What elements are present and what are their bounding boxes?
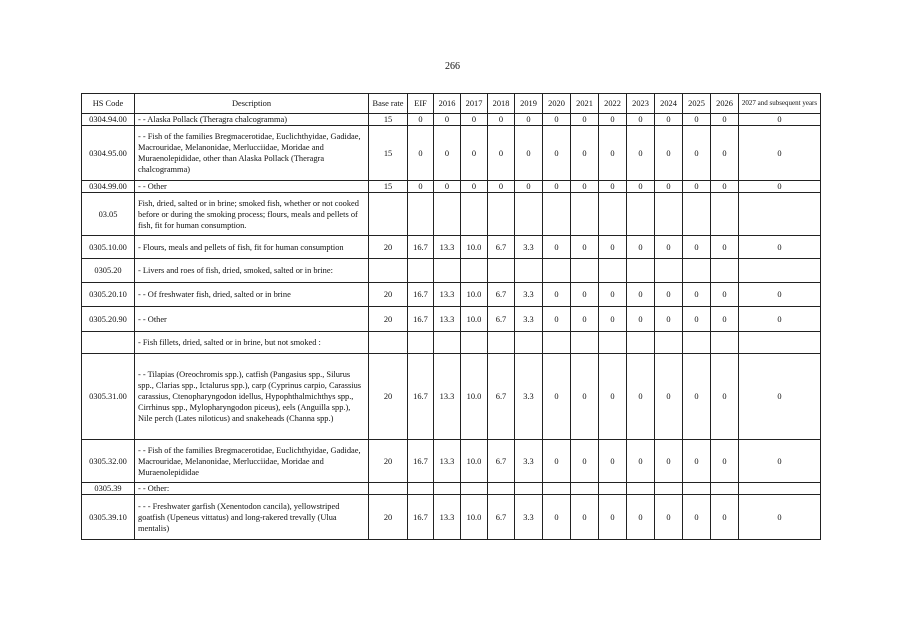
rate-cell bbox=[369, 259, 408, 283]
rate-cell: 20 bbox=[369, 307, 408, 332]
rate-cell: 6.7 bbox=[488, 440, 515, 483]
hs-code-cell: 0305.39.10 bbox=[82, 495, 135, 540]
rate-cell bbox=[515, 483, 543, 495]
rate-cell: 0 bbox=[599, 307, 627, 332]
description-cell: - - Fish of the families Bregmacerotidae, Euclichthyidae, Gadidae, Macrouridae, Melanonidae, Merlucciidae, Moridae and Muraenolepididae, other than Alaska Pollack (Theragra chalcogramma) bbox=[135, 126, 369, 181]
rate-cell bbox=[627, 193, 655, 236]
column-header: EIF bbox=[408, 94, 434, 114]
rate-cell: 0 bbox=[683, 354, 711, 440]
rate-cell: 0 bbox=[655, 126, 683, 181]
table-header-row bbox=[82, 94, 821, 114]
hs-code-cell: 0305.31.00 bbox=[82, 354, 135, 440]
rate-cell: 0 bbox=[543, 181, 571, 193]
table-row bbox=[82, 332, 821, 354]
rate-cell: 3.3 bbox=[515, 307, 543, 332]
rate-cell: 0 bbox=[434, 126, 461, 181]
table-row bbox=[82, 126, 821, 181]
rate-cell bbox=[739, 483, 821, 495]
rate-cell: 6.7 bbox=[488, 495, 515, 540]
rate-cell bbox=[711, 193, 739, 236]
rate-cell: 0 bbox=[711, 354, 739, 440]
rate-cell: 0 bbox=[739, 354, 821, 440]
rate-cell: 3.3 bbox=[515, 354, 543, 440]
column-header: 2018 bbox=[488, 94, 515, 114]
rate-cell bbox=[655, 483, 683, 495]
rate-cell: 10.0 bbox=[461, 495, 488, 540]
rate-cell: 0 bbox=[683, 181, 711, 193]
rate-cell: 0 bbox=[599, 236, 627, 259]
column-header: 2021 bbox=[571, 94, 599, 114]
table-row bbox=[82, 236, 821, 259]
rate-cell: 0 bbox=[627, 354, 655, 440]
rate-cell: 0 bbox=[543, 114, 571, 126]
rate-cell: 15 bbox=[369, 114, 408, 126]
rate-cell: 16.7 bbox=[408, 354, 434, 440]
rate-cell: 13.3 bbox=[434, 283, 461, 307]
rate-cell: 0 bbox=[711, 236, 739, 259]
rate-cell bbox=[739, 259, 821, 283]
hs-code-cell: 0305.32.00 bbox=[82, 440, 135, 483]
rate-cell: 0 bbox=[488, 181, 515, 193]
rate-cell: 3.3 bbox=[515, 236, 543, 259]
rate-cell: 16.7 bbox=[408, 440, 434, 483]
rate-cell: 3.3 bbox=[515, 495, 543, 540]
rate-cell: 0 bbox=[655, 114, 683, 126]
rate-cell: 10.0 bbox=[461, 307, 488, 332]
rate-cell: 15 bbox=[369, 126, 408, 181]
hs-code-cell: 0304.94.00 bbox=[82, 114, 135, 126]
description-cell: - - Alaska Pollack (Theragra chalcogramma) bbox=[135, 114, 369, 126]
rate-cell bbox=[515, 332, 543, 354]
rate-cell: 0 bbox=[408, 114, 434, 126]
rate-cell: 0 bbox=[711, 283, 739, 307]
table-row bbox=[82, 354, 821, 440]
rate-cell: 0 bbox=[571, 495, 599, 540]
description-cell: - - Other bbox=[135, 307, 369, 332]
rate-cell: 0 bbox=[543, 283, 571, 307]
rate-cell: 0 bbox=[571, 440, 599, 483]
rate-cell: 6.7 bbox=[488, 307, 515, 332]
rate-cell: 13.3 bbox=[434, 307, 461, 332]
rate-cell: 13.3 bbox=[434, 440, 461, 483]
rate-cell: 0 bbox=[655, 181, 683, 193]
rate-cell: 0 bbox=[683, 126, 711, 181]
rate-cell bbox=[543, 259, 571, 283]
rate-cell: 0 bbox=[408, 126, 434, 181]
table-body bbox=[82, 114, 821, 540]
rate-cell bbox=[627, 259, 655, 283]
table-row bbox=[82, 440, 821, 483]
rate-cell: 3.3 bbox=[515, 283, 543, 307]
rate-cell: 0 bbox=[515, 126, 543, 181]
rate-cell: 10.0 bbox=[461, 354, 488, 440]
rate-cell: 0 bbox=[739, 181, 821, 193]
rate-cell: 0 bbox=[655, 283, 683, 307]
table-row bbox=[82, 181, 821, 193]
rate-cell bbox=[683, 259, 711, 283]
column-header: 2016 bbox=[434, 94, 461, 114]
rate-cell bbox=[461, 483, 488, 495]
hs-code-cell: 0305.20.90 bbox=[82, 307, 135, 332]
rate-cell: 0 bbox=[599, 283, 627, 307]
rate-cell bbox=[655, 332, 683, 354]
rate-cell bbox=[571, 332, 599, 354]
rate-cell bbox=[711, 483, 739, 495]
rate-cell: 13.3 bbox=[434, 354, 461, 440]
rate-cell: 0 bbox=[599, 114, 627, 126]
rate-cell: 0 bbox=[571, 114, 599, 126]
rate-cell bbox=[515, 259, 543, 283]
rate-cell bbox=[571, 193, 599, 236]
rate-cell: 0 bbox=[627, 114, 655, 126]
rate-cell: 13.3 bbox=[434, 495, 461, 540]
table-row bbox=[82, 307, 821, 332]
tariff-schedule-table bbox=[81, 93, 821, 540]
rate-cell: 0 bbox=[711, 114, 739, 126]
rate-cell: 0 bbox=[434, 181, 461, 193]
rate-cell bbox=[369, 483, 408, 495]
rate-cell: 0 bbox=[515, 114, 543, 126]
rate-cell bbox=[408, 259, 434, 283]
rate-cell: 0 bbox=[543, 236, 571, 259]
rate-cell: 0 bbox=[683, 236, 711, 259]
rate-cell: 0 bbox=[408, 181, 434, 193]
rate-cell: 0 bbox=[627, 307, 655, 332]
rate-cell: 20 bbox=[369, 440, 408, 483]
rate-cell: 0 bbox=[655, 440, 683, 483]
rate-cell: 0 bbox=[571, 126, 599, 181]
hs-code-cell: 03.05 bbox=[82, 193, 135, 236]
rate-cell: 0 bbox=[711, 126, 739, 181]
rate-cell: 10.0 bbox=[461, 236, 488, 259]
rate-cell: 0 bbox=[655, 236, 683, 259]
rate-cell: 0 bbox=[627, 236, 655, 259]
description-cell: - - Other bbox=[135, 181, 369, 193]
rate-cell: 0 bbox=[683, 283, 711, 307]
column-header: 2019 bbox=[515, 94, 543, 114]
description-cell: - - Tilapias (Oreochromis spp.), catfish (Pangasius spp., Silurus spp., Clarias spp., Ictalurus spp.), carp (Cyprinus carpio, Carassius carassius, Ctenopharyngodon idellus, Hypophthalmichthys spp., Cirrhinus spp., Mylopharyngodon piceus), eels (Anguilla spp.), Nile perch (Lates niloticus) and snakeheads (Channa spp.) bbox=[135, 354, 369, 440]
rate-cell: 6.7 bbox=[488, 283, 515, 307]
rate-cell: 0 bbox=[683, 495, 711, 540]
rate-cell: 20 bbox=[369, 495, 408, 540]
rate-cell bbox=[488, 483, 515, 495]
table-row bbox=[82, 259, 821, 283]
rate-cell: 0 bbox=[599, 495, 627, 540]
rate-cell: 20 bbox=[369, 236, 408, 259]
rate-cell bbox=[599, 483, 627, 495]
rate-cell: 0 bbox=[739, 114, 821, 126]
rate-cell bbox=[599, 259, 627, 283]
rate-cell: 0 bbox=[571, 354, 599, 440]
rate-cell: 0 bbox=[739, 307, 821, 332]
rate-cell bbox=[571, 259, 599, 283]
rate-cell bbox=[434, 193, 461, 236]
rate-cell: 0 bbox=[461, 126, 488, 181]
rate-cell: 3.3 bbox=[515, 440, 543, 483]
rate-cell: 0 bbox=[571, 283, 599, 307]
rate-cell bbox=[571, 483, 599, 495]
column-header: 2020 bbox=[543, 94, 571, 114]
rate-cell: 0 bbox=[655, 495, 683, 540]
table-row bbox=[82, 114, 821, 126]
rate-cell: 0 bbox=[627, 181, 655, 193]
rate-cell: 0 bbox=[683, 307, 711, 332]
rate-cell bbox=[488, 259, 515, 283]
rate-cell: 0 bbox=[599, 181, 627, 193]
rate-cell: 16.7 bbox=[408, 495, 434, 540]
rate-cell: 0 bbox=[543, 495, 571, 540]
column-header: 2017 bbox=[461, 94, 488, 114]
rate-cell bbox=[434, 483, 461, 495]
rate-cell: 0 bbox=[711, 440, 739, 483]
rate-cell: 0 bbox=[711, 307, 739, 332]
hs-code-cell: 0305.39 bbox=[82, 483, 135, 495]
column-header: 2024 bbox=[655, 94, 683, 114]
rate-cell: 10.0 bbox=[461, 440, 488, 483]
hs-code-cell: 0305.20.10 bbox=[82, 283, 135, 307]
rate-cell: 16.7 bbox=[408, 283, 434, 307]
description-cell: - - Of freshwater fish, dried, salted or in brine bbox=[135, 283, 369, 307]
rate-cell bbox=[599, 332, 627, 354]
column-header: 2023 bbox=[627, 94, 655, 114]
table-row bbox=[82, 483, 821, 495]
rate-cell: 0 bbox=[739, 283, 821, 307]
rate-cell bbox=[655, 259, 683, 283]
rate-cell: 16.7 bbox=[408, 307, 434, 332]
page-number: 266 bbox=[445, 61, 460, 72]
rate-cell bbox=[683, 332, 711, 354]
rate-cell bbox=[739, 332, 821, 354]
rate-cell: 0 bbox=[488, 114, 515, 126]
description-cell: - Livers and roes of fish, dried, smoked, salted or in brine: bbox=[135, 259, 369, 283]
hs-code-cell bbox=[82, 332, 135, 354]
rate-cell bbox=[515, 193, 543, 236]
description-cell: - - - Freshwater garfish (Xenentodon cancila), yellowstriped goatfish (Upeneus vittatus) and long-rakered trevally (Ulua mentalis) bbox=[135, 495, 369, 540]
rate-cell bbox=[683, 193, 711, 236]
rate-cell bbox=[434, 332, 461, 354]
rate-cell: 0 bbox=[434, 114, 461, 126]
description-cell: Fish, dried, salted or in brine; smoked fish, whether or not cooked before or during the smoking process; flours, meals and pellets of fish, fit for human consumption. bbox=[135, 193, 369, 236]
rate-cell: 0 bbox=[627, 495, 655, 540]
rate-cell: 0 bbox=[599, 354, 627, 440]
rate-cell bbox=[461, 259, 488, 283]
rate-cell bbox=[543, 332, 571, 354]
rate-cell: 20 bbox=[369, 283, 408, 307]
rate-cell bbox=[711, 332, 739, 354]
hs-code-cell: 0304.99.00 bbox=[82, 181, 135, 193]
rate-cell bbox=[461, 332, 488, 354]
rate-cell: 6.7 bbox=[488, 236, 515, 259]
column-header: Description bbox=[135, 94, 369, 114]
column-header: 2026 bbox=[711, 94, 739, 114]
rate-cell: 0 bbox=[739, 440, 821, 483]
rate-cell: 0 bbox=[655, 354, 683, 440]
rate-cell: 0 bbox=[543, 440, 571, 483]
rate-cell bbox=[461, 193, 488, 236]
rate-cell: 0 bbox=[683, 440, 711, 483]
rate-cell: 0 bbox=[627, 283, 655, 307]
rate-cell bbox=[369, 193, 408, 236]
rate-cell: 0 bbox=[711, 495, 739, 540]
hs-code-cell: 0304.95.00 bbox=[82, 126, 135, 181]
rate-cell: 0 bbox=[739, 126, 821, 181]
rate-cell: 0 bbox=[515, 181, 543, 193]
rate-cell: 0 bbox=[543, 354, 571, 440]
rate-cell bbox=[739, 193, 821, 236]
rate-cell: 0 bbox=[711, 181, 739, 193]
rate-cell: 0 bbox=[461, 114, 488, 126]
description-cell: - Fish fillets, dried, salted or in brine, but not smoked : bbox=[135, 332, 369, 354]
rate-cell: 0 bbox=[571, 236, 599, 259]
rate-cell bbox=[488, 332, 515, 354]
rate-cell: 0 bbox=[488, 126, 515, 181]
rate-cell bbox=[408, 193, 434, 236]
rate-cell: 13.3 bbox=[434, 236, 461, 259]
hs-code-cell: 0305.20 bbox=[82, 259, 135, 283]
rate-cell: 6.7 bbox=[488, 354, 515, 440]
rate-cell bbox=[627, 332, 655, 354]
rate-cell: 0 bbox=[571, 307, 599, 332]
column-header: 2027 and subsequent years bbox=[739, 94, 821, 114]
rate-cell: 0 bbox=[655, 307, 683, 332]
rate-cell bbox=[543, 483, 571, 495]
rate-cell: 0 bbox=[599, 440, 627, 483]
rate-cell: 0 bbox=[543, 307, 571, 332]
rate-cell: 0 bbox=[543, 126, 571, 181]
rate-cell: 0 bbox=[571, 181, 599, 193]
rate-cell bbox=[627, 483, 655, 495]
rate-cell: 20 bbox=[369, 354, 408, 440]
rate-cell bbox=[683, 483, 711, 495]
column-header: 2025 bbox=[683, 94, 711, 114]
description-cell: - Flours, meals and pellets of fish, fit for human consumption bbox=[135, 236, 369, 259]
rate-cell bbox=[488, 193, 515, 236]
rate-cell: 0 bbox=[599, 126, 627, 181]
table-row bbox=[82, 283, 821, 307]
rate-cell bbox=[543, 193, 571, 236]
rate-cell: 0 bbox=[627, 440, 655, 483]
rate-cell: 15 bbox=[369, 181, 408, 193]
column-header: 2022 bbox=[599, 94, 627, 114]
rate-cell: 0 bbox=[461, 181, 488, 193]
rate-cell bbox=[434, 259, 461, 283]
rate-cell: 16.7 bbox=[408, 236, 434, 259]
rate-cell: 0 bbox=[739, 495, 821, 540]
table-row bbox=[82, 495, 821, 540]
rate-cell: 0 bbox=[739, 236, 821, 259]
table-row bbox=[82, 193, 821, 236]
column-header: Base rate bbox=[369, 94, 408, 114]
rate-cell bbox=[711, 259, 739, 283]
rate-cell bbox=[655, 193, 683, 236]
hs-code-cell: 0305.10.00 bbox=[82, 236, 135, 259]
rate-cell bbox=[599, 193, 627, 236]
rate-cell bbox=[408, 483, 434, 495]
rate-cell: 0 bbox=[627, 126, 655, 181]
rate-cell: 0 bbox=[683, 114, 711, 126]
description-cell: - - Fish of the families Bregmacerotidae, Euclichthyidae, Gadidae, Macrouridae, Melanonidae, Merlucciidae, Moridae and Muraenolepididae bbox=[135, 440, 369, 483]
description-cell: - - Other: bbox=[135, 483, 369, 495]
column-header: HS Code bbox=[82, 94, 135, 114]
rate-cell bbox=[369, 332, 408, 354]
rate-cell: 10.0 bbox=[461, 283, 488, 307]
rate-cell bbox=[408, 332, 434, 354]
